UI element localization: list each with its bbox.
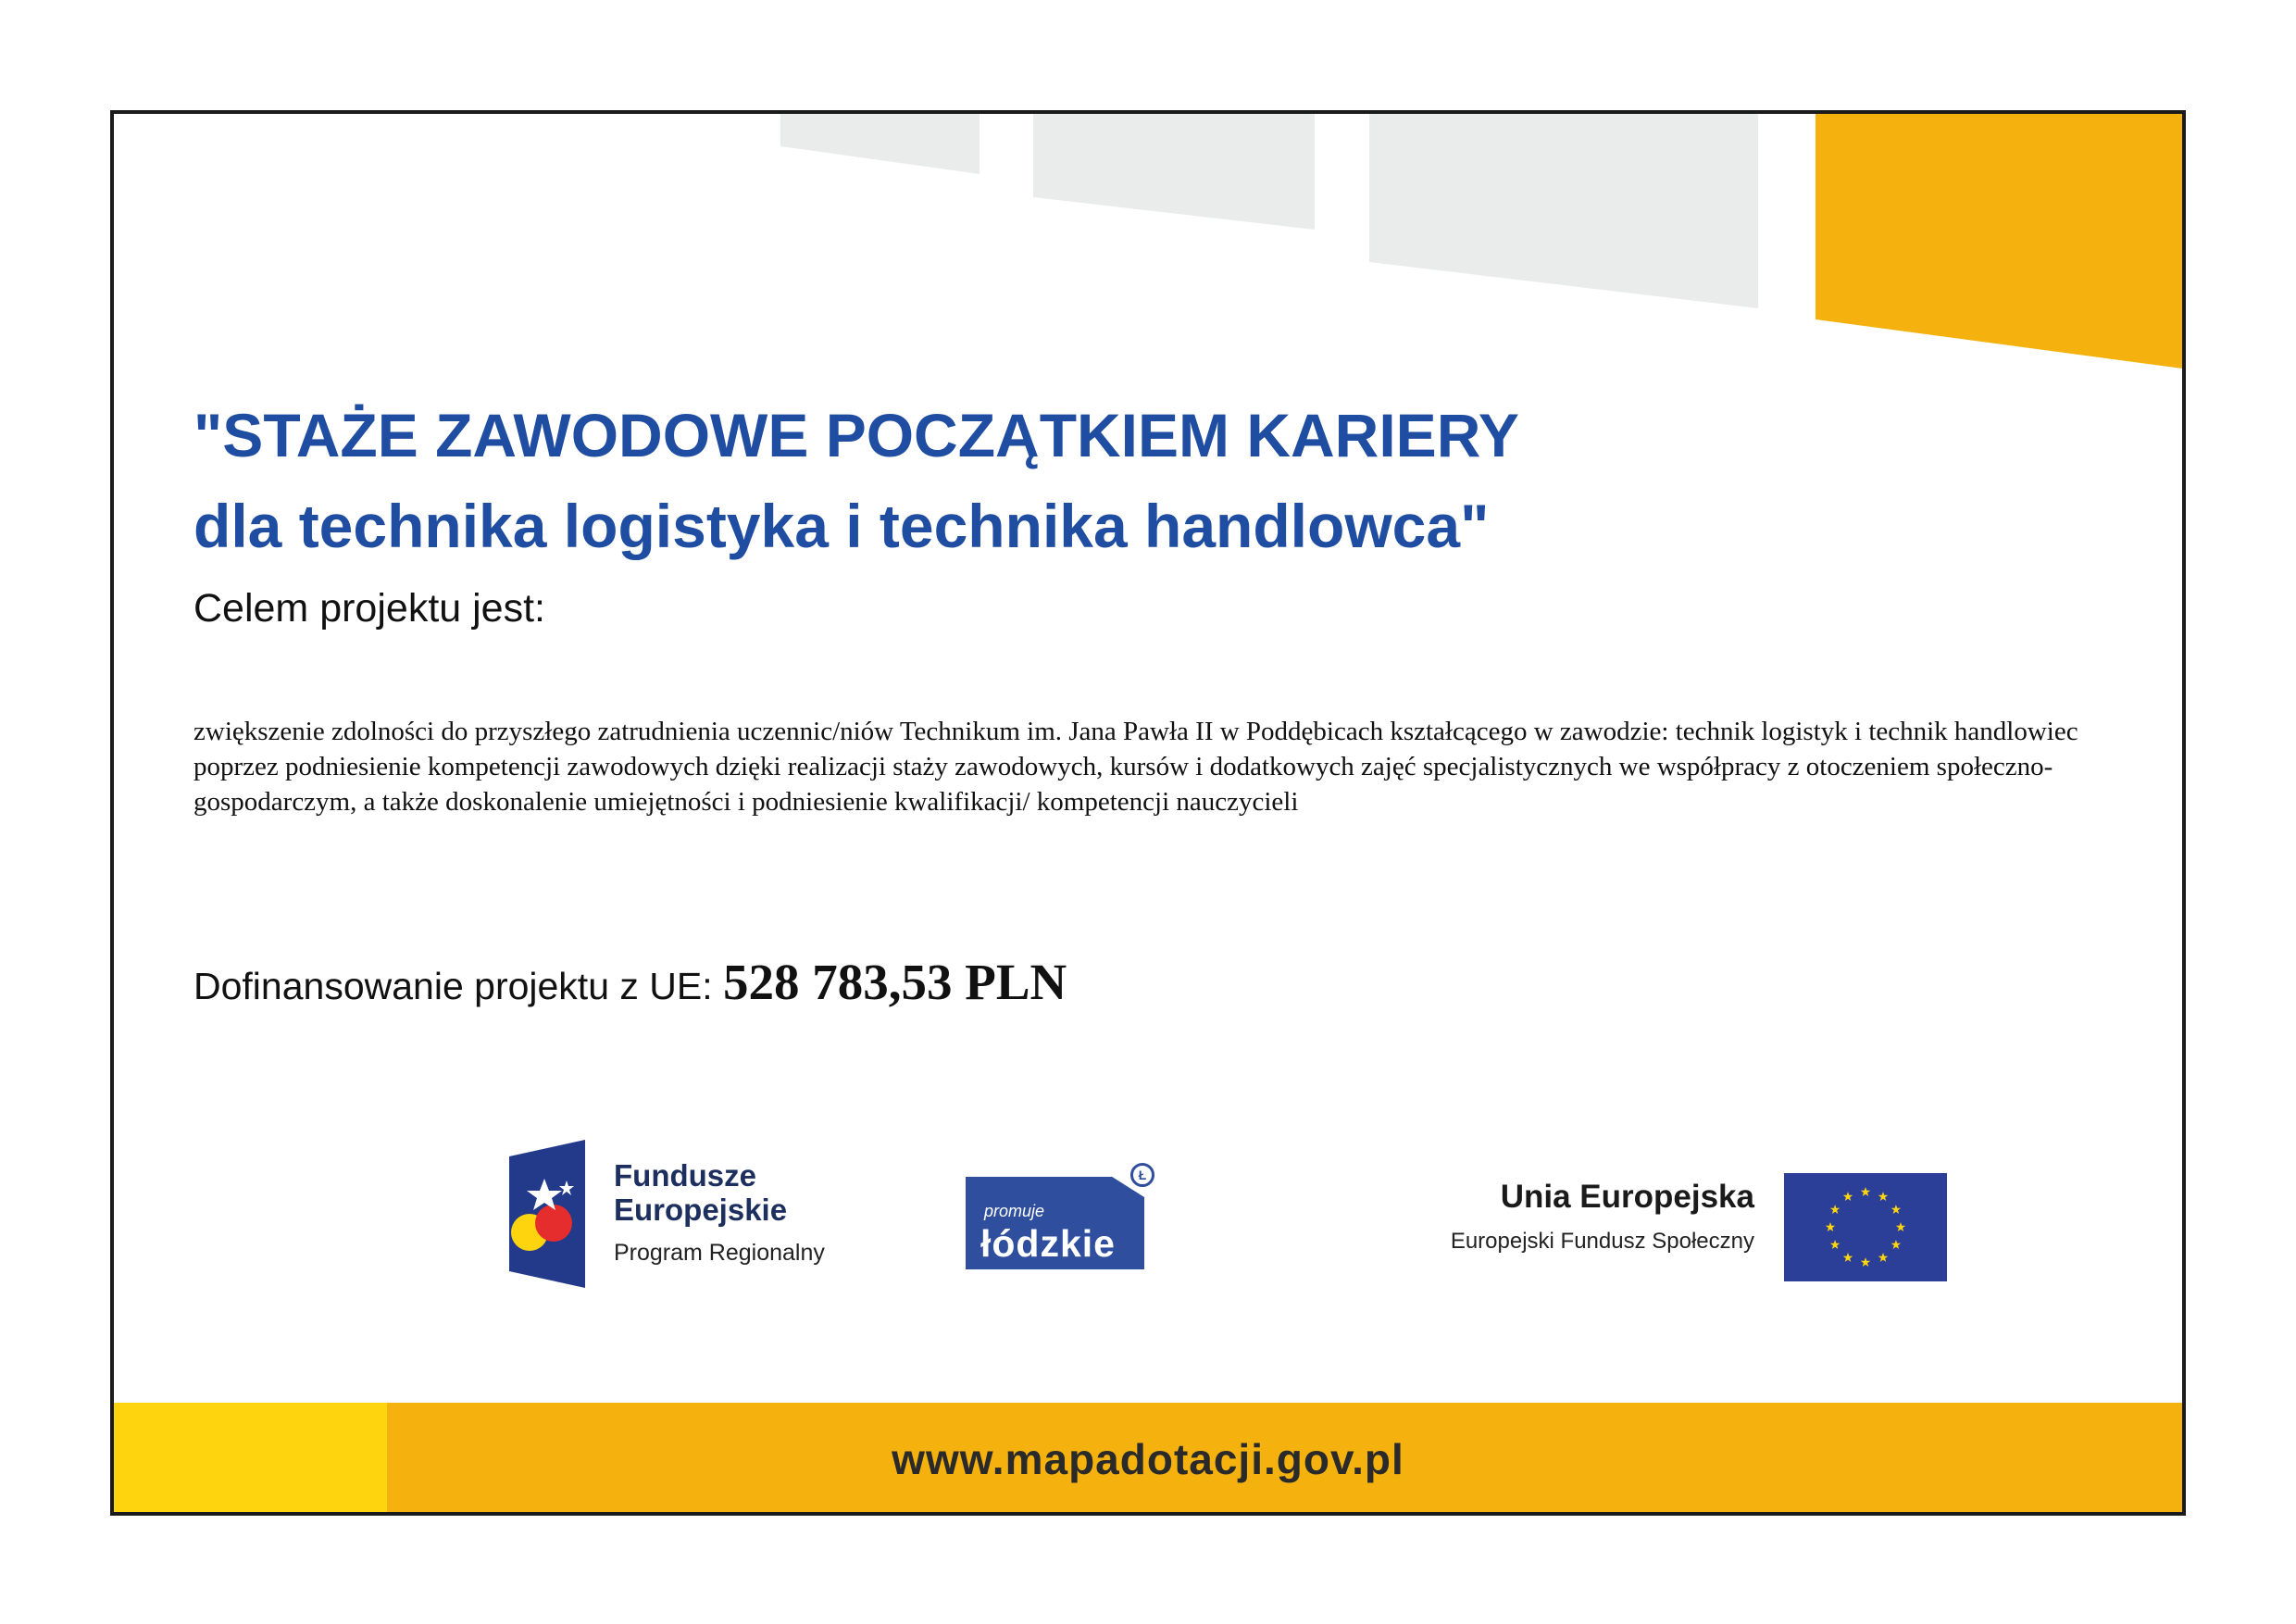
europejskie-line: Europejskie <box>614 1193 788 1227</box>
funding-label: Dofinansowanie projektu z UE: <box>193 965 724 1007</box>
unia-europejska-text <box>1273 1179 1754 1255</box>
eu-star-icon <box>1896 1222 1905 1231</box>
eu-star-icon <box>1878 1253 1888 1262</box>
efs-line: Europejski Fundusz Społeczny <box>1450 1229 1754 1254</box>
fundusze-europejskie-logo <box>509 1140 898 1288</box>
eu-star-icon <box>1830 1205 1840 1214</box>
lodzkie-circle-icon: Ł <box>1130 1163 1154 1187</box>
project-title <box>193 390 1519 571</box>
fundusze-line: Fundusze <box>614 1158 756 1193</box>
funding-line <box>193 953 1067 1011</box>
footer-bar <box>114 1403 2182 1516</box>
eu-flag-icon <box>1784 1173 1947 1281</box>
eu-stars-icon <box>1784 1173 1947 1281</box>
eu-star-icon <box>1891 1205 1901 1214</box>
fundusze-europejskie-emblem-icon <box>509 1140 585 1288</box>
goal-label: Celem projektu jest: <box>193 586 545 631</box>
eu-star-icon <box>1826 1222 1835 1231</box>
promuje-lodzkie-logo <box>966 1163 1160 1274</box>
unia-europejska-line: Unia Europejska <box>1500 1179 1754 1215</box>
eu-star-icon <box>1861 1257 1870 1267</box>
info-board <box>110 110 2186 1516</box>
goal-description: zwiększenie zdolności do przyszłego zatrudnienia uczennic/niów Technikum im. Jana Pawła II w Poddębicach kształcącego w zawodzie: technik logistyk i technik handlowiec poprzez podniesienie kompetencji zawodowych dzięki realizacji staży zawodowych, kursów i dodatkowych zajęć specjalistycznych we współpracy z otoczeniem społeczno-gospodarczym, a także doskonalenie umiejętności i podniesienie kwalifikacji/ kompetencji nauczycieli <box>193 717 2078 817</box>
program-regionalny-line: Program Regionalny <box>614 1240 825 1266</box>
project-title-line-2: dla technika logistyka i technika handlowca" <box>193 492 1490 560</box>
eu-star-icon <box>1891 1240 1901 1249</box>
funding-amount: 528 783,53 PLN <box>723 954 1067 1010</box>
eu-star-icon <box>1878 1192 1888 1201</box>
lodzkie-big-text: łódzkie <box>980 1222 1116 1265</box>
eu-star-icon <box>1861 1187 1870 1196</box>
fundusze-europejskie-text <box>614 1158 825 1267</box>
eu-star-icon <box>1830 1240 1840 1249</box>
lodzkie-small-text: promuje <box>984 1202 1045 1220</box>
eu-star-icon <box>1843 1192 1853 1201</box>
footer-url[interactable]: www.mapadotacji.gov.pl <box>892 1435 1404 1483</box>
project-title-line-1: "STAŻE ZAWODOWE POCZĄTKIEM KARIERY <box>193 401 1519 469</box>
eu-star-icon <box>1843 1253 1853 1262</box>
